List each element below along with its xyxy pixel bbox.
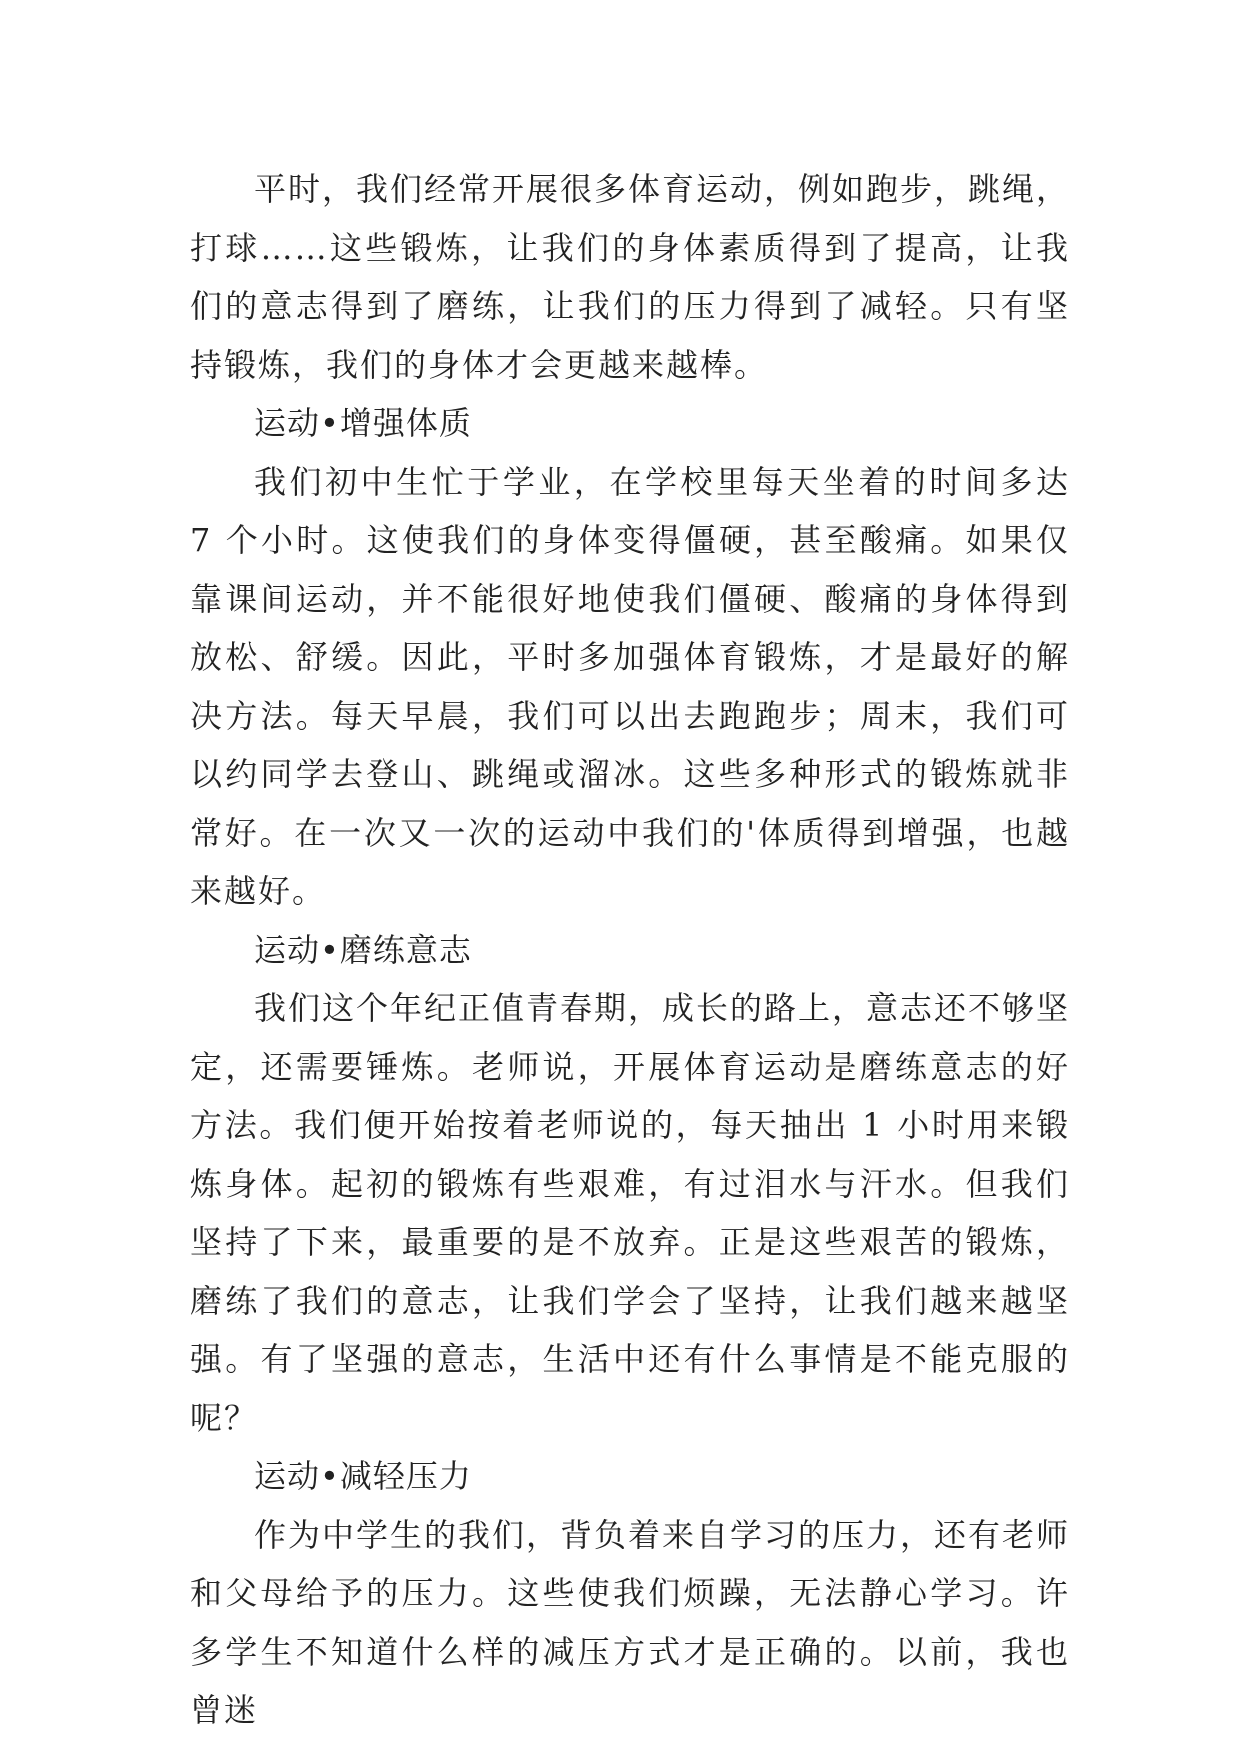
section-heading-willpower: 运动•磨练意志 xyxy=(254,930,472,969)
paragraph-willpower: 我们这个年纪正值青春期，成长的路上，意志还不够坚定，还需要锤炼。老师说，开展体育运动是磨练意志的好方法。我们便开始按着老师说的，每天抽出 1 小时用来锻炼身体。起初的锻炼有些艰难，有过泪水与汗水。但我们坚持了下来，最重要的是不放弃。正是这些艰苦的锻炼，磨练了我们的意志，让我们学会了坚持，让我们越来越坚强。有了坚强的意志，生活中还有什么事情是不能克服的呢？ xyxy=(190,989,1071,1437)
section-heading-physique: 运动•增强体质 xyxy=(254,404,472,442)
paragraph-physique: 我们初中生忙于学业，在学校里每天坐着的时间多达 7 个小时。这使我们的身体变得僵硬，甚至酸痛。如果仅靠课间运动，并不能很好地使我们僵硬、酸痛的身体得到放松、舒缓。因此，平时多加强体育锻炼，才是最好的解决方法。每天早晨，我们可以出去跑跑步；周末，我们可以约同学去登山、跳绳或溜冰。这些多种形式的锻炼就非常好。在一次又一次的运动中我们的'体质得到增强，也越来越好。 xyxy=(190,462,1070,910)
paragraph-stress: 作为中学生的我们，背负着来自学习的压力，还有老师和父母给予的压力。这些使我们烦躁，无法静心学习。许多学生不知道什么样的减压方式才是正确的。以前，我也曾迷 xyxy=(190,1515,1071,1729)
section-heading-stress: 运动•减轻压力 xyxy=(254,1457,472,1495)
document-body xyxy=(190,160,1070,1740)
paragraph-intro: 平时，我们经常开展很多体育运动，例如跑步，跳绳，打球……这些锻炼，让我们的身体素质得到了提高，让我们的意志得到了磨练，让我们的压力得到了减轻。只有坚持锻炼，我们的身体才会更越来越棒。 xyxy=(190,170,1071,384)
